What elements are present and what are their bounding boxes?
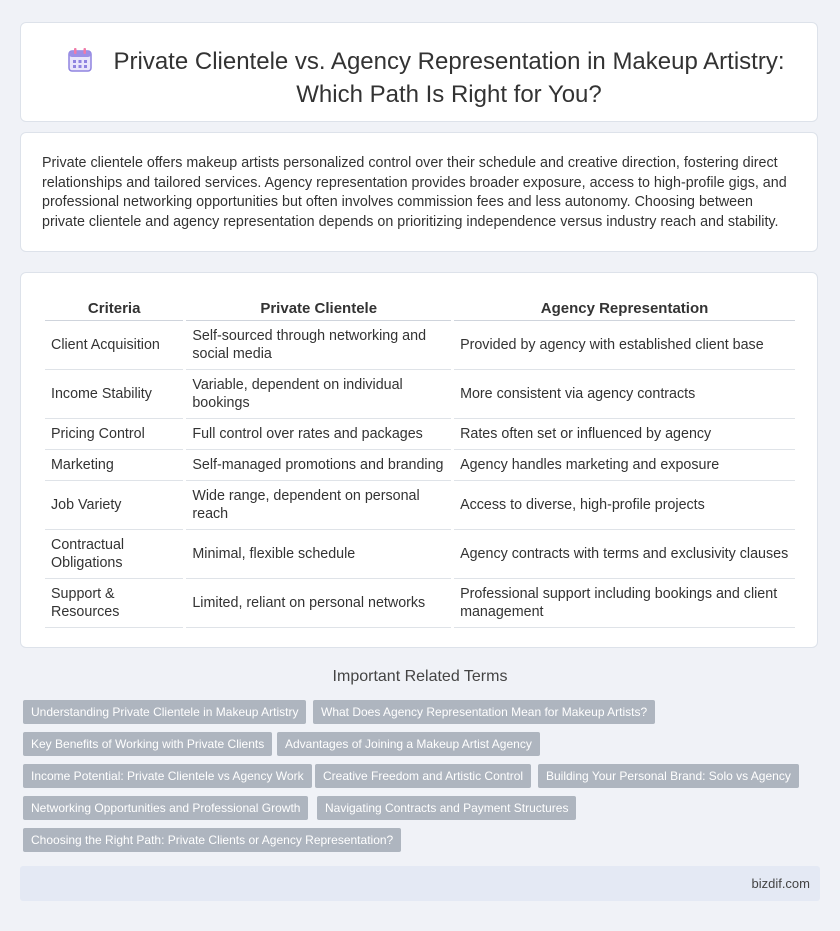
table-header-row bbox=[45, 293, 795, 321]
private-cell: Wide range, dependent on personal reach bbox=[186, 481, 451, 530]
criteria-cell: Income Stability bbox=[45, 370, 183, 419]
agency-cell: Provided by agency with established client base bbox=[454, 321, 795, 370]
related-term-tag[interactable]: Building Your Personal Brand: Solo vs Agency bbox=[538, 764, 799, 788]
criteria-cell: Contractual Obligations bbox=[45, 530, 183, 579]
agency-cell: More consistent via agency contracts bbox=[454, 370, 795, 419]
table-row bbox=[45, 481, 795, 530]
related-term-tag[interactable]: Key Benefits of Working with Private Clients bbox=[23, 732, 272, 756]
agency-cell: Access to diverse, high-profile projects bbox=[454, 481, 795, 530]
private-cell: Full control over rates and packages bbox=[186, 419, 451, 450]
related-term-tag[interactable]: Navigating Contracts and Payment Structures bbox=[317, 796, 576, 820]
column-header-criteria: Criteria bbox=[45, 293, 183, 321]
footer-brand[interactable]: bizdif.com bbox=[751, 876, 810, 891]
related-term-tag[interactable]: Advantages of Joining a Makeup Artist Agency bbox=[277, 732, 540, 756]
table-row bbox=[45, 321, 795, 370]
private-cell: Variable, dependent on individual bookings bbox=[186, 370, 451, 419]
criteria-cell: Job Variety bbox=[45, 481, 183, 530]
calendar-icon bbox=[67, 47, 93, 73]
agency-cell: Professional support including bookings and client management bbox=[454, 579, 795, 628]
intro-text: Private clientele offers makeup artists personalized control over their schedule and creative direction, fostering direct relationships and tailored services. Agency representation provides broader exposure, access to high-profile gigs, and professional networking opportunities but often involves commission fees and less autonomy. Choosing between private clientele and agency representation depends on prioritizing independence versus industry reach and stability. bbox=[42, 155, 787, 230]
table-row bbox=[45, 530, 795, 579]
agency-cell: Agency contracts with terms and exclusivity clauses bbox=[454, 530, 795, 579]
page-title: Private Clientele vs. Agency Representation in Makeup Artistry: Which Path Is Right for You? bbox=[113, 48, 785, 108]
comparison-card bbox=[20, 272, 818, 648]
criteria-cell: Support & Resources bbox=[45, 579, 183, 628]
related-term-tag[interactable]: Income Potential: Private Clientele vs Agency Work bbox=[23, 764, 312, 788]
criteria-cell: Pricing Control bbox=[45, 419, 183, 450]
table-row bbox=[45, 579, 795, 628]
related-term-tag[interactable]: Networking Opportunities and Professional Growth bbox=[23, 796, 308, 820]
private-cell: Self-sourced through networking and social media bbox=[186, 321, 451, 370]
related-term-tag[interactable]: Creative Freedom and Artistic Control bbox=[315, 764, 531, 788]
criteria-cell: Marketing bbox=[45, 450, 183, 481]
related-terms-title: Important Related Terms bbox=[332, 668, 508, 685]
table-row bbox=[45, 450, 795, 481]
agency-cell: Agency handles marketing and exposure bbox=[454, 450, 795, 481]
private-cell: Minimal, flexible schedule bbox=[186, 530, 451, 579]
intro-card bbox=[20, 132, 818, 252]
header-card bbox=[20, 22, 818, 122]
table-row bbox=[45, 370, 795, 419]
footer bbox=[20, 866, 820, 901]
private-cell: Self-managed promotions and branding bbox=[186, 450, 451, 481]
column-header-agency: Agency Representation bbox=[454, 293, 795, 321]
criteria-cell: Client Acquisition bbox=[45, 321, 183, 370]
table-row bbox=[45, 419, 795, 450]
comparison-table bbox=[42, 293, 798, 628]
column-header-private: Private Clientele bbox=[186, 293, 451, 321]
agency-cell: Rates often set or influenced by agency bbox=[454, 419, 795, 450]
related-term-tag[interactable]: Understanding Private Clientele in Makeup Artistry bbox=[23, 700, 306, 724]
related-term-tag[interactable]: Choosing the Right Path: Private Clients or Agency Representation? bbox=[23, 828, 401, 852]
related-term-tag[interactable]: What Does Agency Representation Mean for Makeup Artists? bbox=[313, 700, 655, 724]
private-cell: Limited, reliant on personal networks bbox=[186, 579, 451, 628]
